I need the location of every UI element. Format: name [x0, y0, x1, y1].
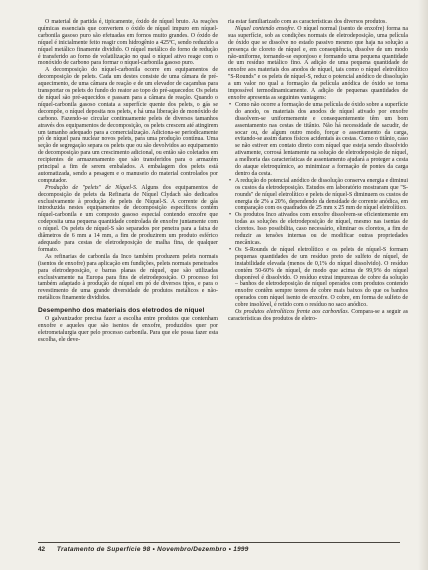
bullet-item: • Como não ocorre a formação de uma película de óxido sobre a superfície do anodo, os materiais dos anodos de níquel ativado por enxofre dissolvem-se uniformemente e consequentemente têm um bom assentamento nas cestas de titânio. Não há necessidade de sacudir, de socar ou, de algum outro modo, forçar o assentamento da carga, evitando-se assim danos físicos acidentais às cestas. Como o titânio, caso se não estiver em contato direto com níquel que esteja sendo dissolvido ativamente, corrosá lentamente na solução de eletrodeposição de níquel, a melhoria das características de assentamento ajudará a proteger a cesta do ataque eletroquímico, ao minimizar a formação de pontes da carga dentro da cesta.: [228, 102, 408, 178]
bullet-item: • Os produtos Inco ativados com enxofre dissolvem-se eficientemente em todas as soluções de eletrodeposição de níquel, mesmo nas isentas de cloretos. Isso possibilita, caso necessário, eliminar os cloretos, a fim de reduzir as tensões internas ou de modificar outras propriedades mecânicas.: [228, 212, 408, 247]
paragraph: As refinarias de carbonila da Inco também produzem pelets normais (isentos de enxofre) para aplicação em fundições, pelets normais peneirados para eletrodeposição, e barras planas de níquel, que são utilizadas exclusivamente na Europa para fins de eletrodeposição. O processo foi também adaptado à produção de níquel em pó de diversos tipos, e para o revestimento de uma grande diversidade de produtos metálicos e não-metálicos finamente divididos.: [38, 253, 218, 302]
journal-info: Tratamento de Superfície 98 • Novembro/Dezembro • 1999: [56, 546, 249, 553]
page-edge-shadow: [418, 0, 428, 570]
page-footer: [38, 546, 249, 553]
run-in-title: Produção de "pelets" de Níquel-S.: [45, 184, 138, 191]
paragraph: ria estar familiarizado com as características dos diversos produtos.: [228, 19, 387, 25]
run-in-title: Níquel contendo enxofre.: [235, 25, 296, 32]
left-column: [38, 19, 218, 344]
paragraph: [228, 309, 408, 323]
page-number: 42: [38, 546, 46, 553]
paragraph: [228, 26, 408, 102]
paragraph-text: O níquel normal (isento de enxofre) forma na sua superfície, sob as condições normais de eletrodeposição, uma película de óxido que se dissolve no estado passivo mesmo que haja na solução a presença de cloreto de níquel e, em conseqüência, dissolve de um modo não-uniforme, tornando-se esponjoso e formando uma pequena quantidade de um resíduo metálico fino. A adição de uma pequena quantidade de enxofre aos materiais dos anodos de níquel, tais como o níquel eletrolítico "S-Rounds" e os pelets de níquel-S, reduz o potencial anódico de dissolução a um valor no qual a formação da película anódica de óxido se torna impossível termodinamicamente. A adição de pequenas quantidades de enxofre apresenta as seguintes vantagens:: [228, 25, 408, 101]
paragraph: O galvanizador precisa fazer a escolha entre produtos que contenham enxofre e aqueles que são isentos de enxofre, produzidos quer por eletrometalurgia quer pelo processo carbonila. Para que ele possa fazer esta escolha, ele deve-: [38, 316, 218, 343]
paragraph-text: Compara-se a seguir as características dos produtos de eletro-: [228, 309, 409, 322]
paragraph: A decomposição do níquel-carbonila ocorre em equipamentos de decomposição de pelets. Cada um destes consiste de uma câmara de pré-aquecimento, de uma câmara de reação e de um elevador de caçambas para transportar os pelets do fundo do reator ao topo do pré-aquecedor. Os pelets de níquel são pré-aquecidos e passam para a câmara de reação. Quando o níquel-carbonila gasoso contata a superfície quente dos pelets, o gás se decompõe, o níquel deposita nos pelets, e há uma liberação de monóxido de carbono. Fazendo-se circular continuamente pelets de diversos tamanhos através dos equipamentos de decomposição, os pelets crescem até atingirem um tamanho adequado para a comercialização. Adiciona-se periodicamente pó de níquel para nuclear novos pelets, para uma produção contínua. Uma seção de segregação separa os pelets que ou são devolvidos ao equipamento de decomposição para um crescimento adicional, ou então são coletados em recipientes de armazenamento que são transferidos para o armazém principal a fim de serem embalados. A embalagem dos pelets está automatizada, sendo a pesagem e o manuseio do material controlados por computador.: [38, 67, 218, 184]
paragraph-text: Alguns dos equipamentos de decomposição de pelets da Refinaria de Níquel Clydach são dedicados exclusivamente à produção de pelets de Níquel-S. A corrente de gás introduzida nestes equipamentos de decomposição específicos contém níquel-carbonila e um composto gasoso especial contendo enxofre que codeposita uma pequena quantidade controlada de enxofre juntamente com o níquel. Os pelets de níquel-S são separados por peneira para a faixa de diâmetros de 6 mm a 14 mm, a fim de produzirem um produto esférico adequado para cestas de eletrodeposição de malha fina, de qualquer formato.: [38, 184, 218, 253]
footer-rule: [38, 542, 400, 543]
paragraph: O material de partida é, tipicamente, óxido de níquel bruto. As reações químicas essenciais que convertem o óxido de níquel impuro em níquel-carbonila gasoso puro são efetuadas em fornos muito grandes. O óxido de níquel é inicialmente feito reagir com hidrogênio a 425ºC, sendo reduzido a níquel metálico finamente dividido. O níquel metálico do forno de redução é transferido ao forno de volatilização no qual o níquel ativo reage com o monóxido de carbono para formar o níquel-carbonila gasoso puro.: [38, 19, 218, 67]
section-heading: Desempenho dos materiais dos eletrodos de níquel: [38, 307, 205, 315]
bullet-item: • Os S-Rounds de níquel eletrolítico e os pelets de níquel-S formam pequenas quantidades de um resíduo preto de sulfeto de níquel, de instabilidade elevada (menos de 0,1% do níquel dissolvido). O resíduo contém 50-60% de níquel, de modo que acima de 99,9% do níquel disponível é dissolvido. O resíduo extrai impurezas de cobre da solução – banhos de eletrodeposição de níquel operados com produtos contendo enxofre contêm sempre teores de cobre mais baixos do que os banhos operados com níquel isento de enxofre. O cobre, em forma de sulfeto de cobre insolúvel, é retido com o resíduo no saco anódico.: [228, 247, 408, 309]
right-column: [228, 19, 408, 323]
bullet-item: • A redução do potencial anódico de dissolução conserva energia e diminui os custos da eletrodeposição. Estudos em laboratório mostraram que "S-rounds" de níquel eletrolítico e pelets de níquel-S diminuem os custos de energia de 2% a 20%, dependendo da densidade de corrente anódica, em comparação com os quadrados de 25 mm x 25 mm de níquel eletrolítico.: [228, 178, 408, 213]
run-in-title: Os produtos eletrolíticos frente aos carbonilas.: [235, 309, 350, 316]
paragraph: [38, 185, 218, 254]
